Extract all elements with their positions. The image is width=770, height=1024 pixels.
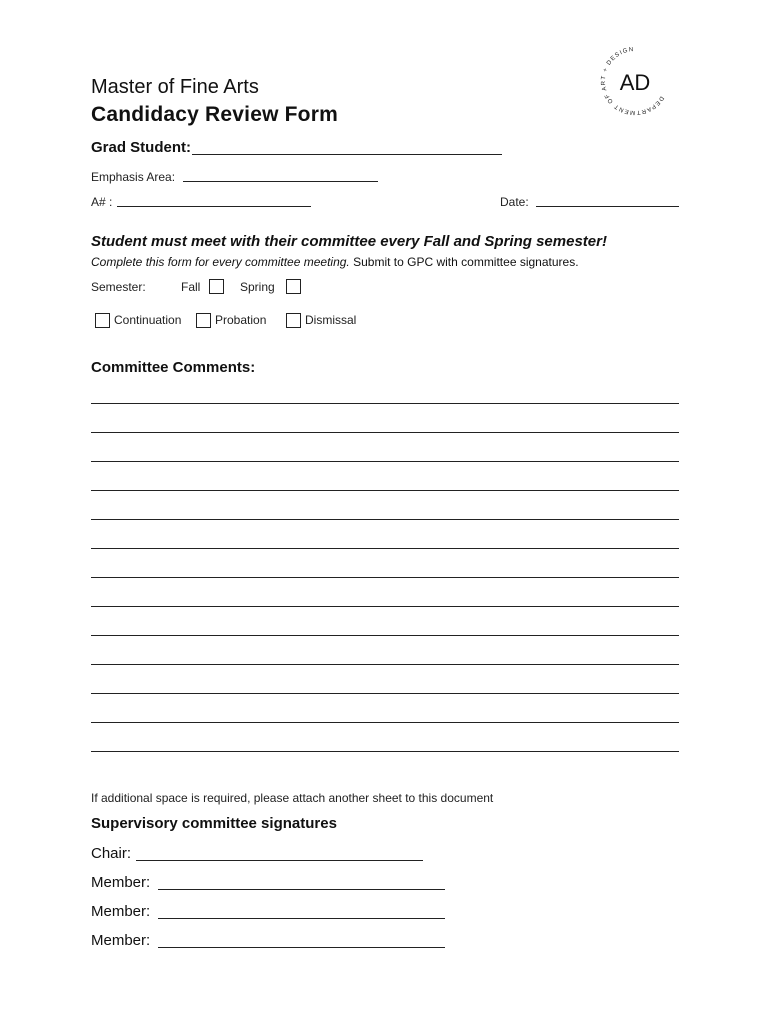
grad-student-label: Grad Student: [91,139,191,156]
comment-line[interactable] [91,461,679,462]
comment-line[interactable] [91,751,679,752]
committee-comments-heading: Committee Comments: [91,359,256,376]
continuation-label: Continuation [114,313,182,327]
comment-line[interactable] [91,722,679,723]
comment-line[interactable] [91,664,679,665]
additional-space-note: If additional space is required, please attach another sheet to this document [91,791,494,805]
emphasis-area-field[interactable] [183,181,378,182]
dismissal-label: Dismissal [305,313,357,327]
member-label: Member: [91,932,151,949]
comment-line[interactable] [91,548,679,549]
member-label: Member: [91,874,151,891]
form-title: Candidacy Review Form [91,103,338,126]
chair-label: Chair: [91,845,132,862]
probation-checkbox[interactable] [196,313,211,328]
grad-student-field[interactable] [192,154,502,155]
spring-checkbox[interactable] [286,279,301,294]
fall-label: Fall [181,280,201,294]
comment-line[interactable] [91,490,679,491]
member-signature-line[interactable] [158,918,445,919]
comment-line[interactable] [91,432,679,433]
logo-ring-text: DEPARTMENT OF ART + DESIGN [600,46,665,116]
comment-line[interactable] [91,693,679,694]
comment-line[interactable] [91,519,679,520]
comment-line[interactable] [91,635,679,636]
meeting-notice: Student must meet with their committee every Fall and Spring semester! [91,233,607,250]
semester-label: Semester: [91,280,146,294]
emphasis-area-label: Emphasis Area: [91,170,176,184]
department-logo [596,42,674,120]
chair-signature-line[interactable] [136,860,423,861]
logo-monogram: AD [619,70,651,95]
member-signature-line[interactable] [158,889,445,890]
a-number-field[interactable] [117,206,311,207]
member-signature-line[interactable] [158,947,445,948]
date-field[interactable] [536,206,679,207]
comment-line[interactable] [91,606,679,607]
spring-label: Spring [240,280,275,294]
probation-label: Probation [215,313,267,327]
fall-checkbox[interactable] [209,279,224,294]
comment-line[interactable] [91,403,679,404]
a-number-label: A# : [91,195,113,209]
program-title: Master of Fine Arts [91,76,259,98]
date-label: Date: [500,195,529,209]
continuation-checkbox[interactable] [95,313,110,328]
comment-line[interactable] [91,577,679,578]
signatures-heading: Supervisory committee signatures [91,815,337,832]
dismissal-checkbox[interactable] [286,313,301,328]
submission-instruction [91,255,579,269]
member-label: Member: [91,903,151,920]
instruction-rest: Submit to GPC with committee signatures. [353,255,579,269]
instruction-italic: Complete this form for every committee meeting. [91,255,350,269]
